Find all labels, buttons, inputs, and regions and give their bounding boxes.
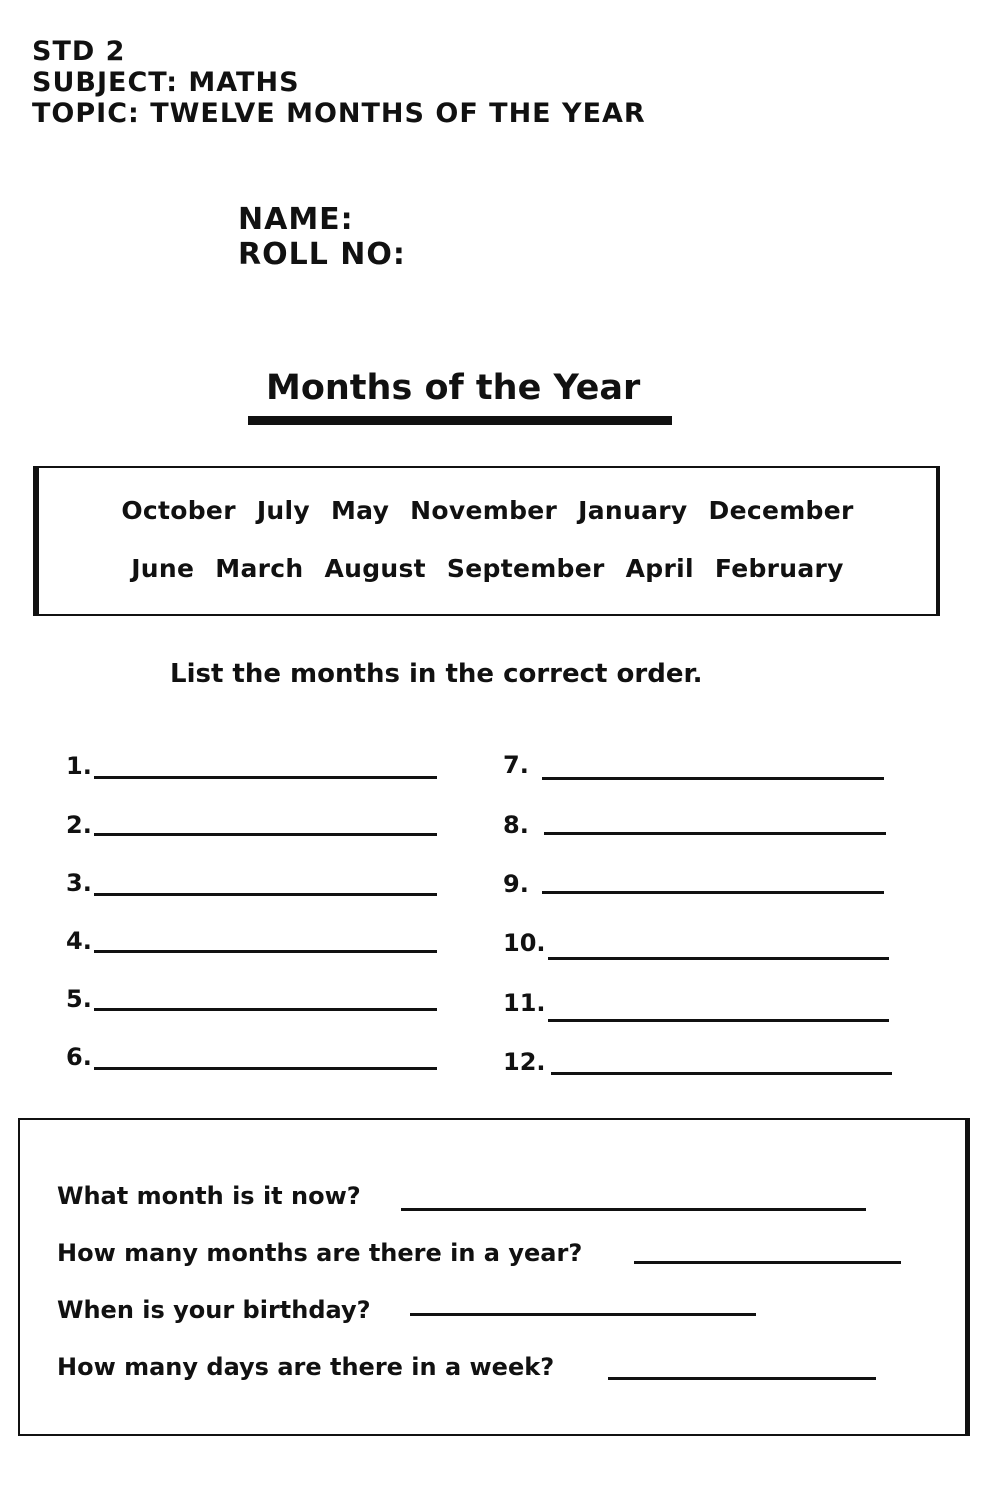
word-bank-row-2: June March August September April February bbox=[131, 554, 844, 583]
answer-line-4[interactable] bbox=[94, 950, 437, 953]
answer-number-6: 6. bbox=[66, 1043, 92, 1071]
question-2: How many months are there in a year? bbox=[57, 1239, 583, 1267]
answer-number-5: 5. bbox=[66, 985, 92, 1013]
answer-line-11[interactable] bbox=[548, 1019, 889, 1022]
question-1: What month is it now? bbox=[57, 1182, 361, 1210]
class-label: STD 2 bbox=[32, 36, 126, 67]
answer-number-2: 2. bbox=[66, 811, 92, 839]
question-4: How many days are there in a week? bbox=[57, 1353, 555, 1381]
answer-line-10[interactable] bbox=[548, 957, 889, 960]
questions-box bbox=[18, 1118, 970, 1436]
worksheet-title: Months of the Year bbox=[266, 368, 641, 408]
answer-line-1[interactable] bbox=[94, 776, 437, 779]
question-2-answer-line[interactable] bbox=[634, 1261, 901, 1264]
answer-number-10: 10. bbox=[503, 929, 546, 957]
answer-number-3: 3. bbox=[66, 869, 92, 897]
answer-line-3[interactable] bbox=[94, 893, 437, 896]
answer-line-2[interactable] bbox=[94, 833, 437, 836]
answer-line-6[interactable] bbox=[94, 1067, 437, 1070]
question-3: When is your birthday? bbox=[57, 1296, 371, 1324]
answer-line-9[interactable] bbox=[542, 891, 884, 894]
instruction-text: List the months in the correct order. bbox=[170, 659, 703, 689]
answer-line-12[interactable] bbox=[551, 1072, 892, 1075]
topic-label: TOPIC: TWELVE MONTHS OF THE YEAR bbox=[32, 98, 646, 129]
word-bank-box bbox=[33, 466, 940, 616]
name-label: NAME: bbox=[238, 202, 354, 237]
roll-no-label: ROLL NO: bbox=[238, 237, 406, 272]
word-bank-row-1: October July May November January December bbox=[121, 496, 854, 525]
answer-number-9: 9. bbox=[503, 870, 529, 898]
answer-number-12: 12. bbox=[503, 1048, 546, 1076]
question-3-answer-line[interactable] bbox=[410, 1313, 756, 1316]
subject-label: SUBJECT: MATHS bbox=[32, 67, 300, 98]
question-1-answer-line[interactable] bbox=[401, 1208, 866, 1211]
answer-number-7: 7. bbox=[503, 751, 529, 779]
answer-number-4: 4. bbox=[66, 927, 92, 955]
answer-line-5[interactable] bbox=[94, 1008, 437, 1011]
answer-number-1: 1. bbox=[66, 752, 92, 780]
answer-number-11: 11. bbox=[503, 989, 546, 1017]
answer-line-8[interactable] bbox=[544, 832, 886, 835]
question-4-answer-line[interactable] bbox=[608, 1377, 876, 1380]
title-underline bbox=[248, 416, 672, 425]
answer-line-7[interactable] bbox=[542, 777, 884, 780]
answer-number-8: 8. bbox=[503, 811, 529, 839]
